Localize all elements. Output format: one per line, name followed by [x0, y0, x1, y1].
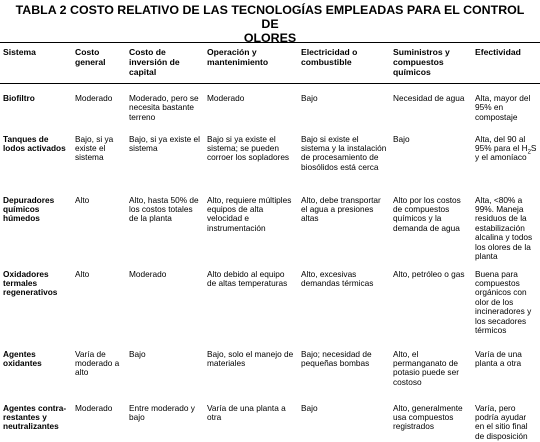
table-row	[0, 126, 540, 188]
cell-inversion: Entre moderado y bajo	[129, 402, 195, 422]
cost-comparison-table	[0, 42, 540, 442]
cell-sistema: Biofiltro	[3, 93, 35, 103]
cell-operacion: Bajo, solo el manejo de materiales	[207, 348, 294, 368]
table-row	[0, 341, 540, 396]
cell-operacion: Alto debido al equipo de altas temperaturas	[207, 268, 288, 288]
cell-electricidad: Bajo; necesidad de pequeñas bombas	[301, 348, 372, 368]
cell-sistema: Oxidadores termales regenerativos	[3, 268, 58, 298]
efectividad-text-end: S y el amoníaco	[475, 142, 537, 163]
cell-sistema: Agentes oxidantes	[3, 348, 42, 368]
cell-electricidad: Bajo	[301, 402, 318, 413]
cell-inversion: Moderado	[129, 268, 167, 279]
cell-electricidad: Alto, debe transportar el agua a presiones altas	[301, 194, 381, 224]
cell-suministros: Alto, el permanganato de potasio puede ser costoso	[393, 348, 459, 387]
cell-inversion: Moderado, pero se necesita bastante terreno	[129, 93, 199, 122]
header-operacion: Operación y mantenimiento	[204, 43, 298, 84]
header-sistema: Sistema	[0, 43, 72, 84]
table-title-line-1: TABLA 2 COSTO RELATIVO DE LAS TECNOLOGÍAS EMPLEADAS PARA EL CONTROL DE	[15, 3, 525, 31]
cell-operacion: Alto, requiere múltiples equipos de alta velocidad e instrumentación	[207, 194, 292, 233]
cell-inversion: Alto, hasta 50% de los costos totales de la planta	[129, 194, 199, 224]
cell-suministros: Necesidad de agua	[393, 93, 465, 103]
subscript-2: 2	[527, 149, 531, 156]
table-title-line-2: OLORES	[243, 31, 297, 45]
header-efectividad: Efectividad	[472, 43, 540, 84]
table-row	[0, 262, 540, 341]
cell-costo-general: Alto	[75, 268, 90, 279]
cell-costo-general: Moderado	[75, 93, 113, 103]
table-header-row	[0, 43, 540, 84]
cell-suministros: Alto, petróleo o gas	[393, 268, 465, 279]
cell-electricidad: Bajo si existe el sistema y la instalación de procesamiento de biosólidos está cerca	[301, 133, 387, 172]
cell-inversion: Bajo	[129, 348, 146, 359]
cell-sistema: Agentes contra-restantes y neutralizantes	[3, 402, 67, 432]
header-costo-inversion: Costo de inversión de capital	[126, 43, 204, 84]
cell-electricidad: Alto, excesivas demandas térmicas	[301, 268, 374, 288]
cell-operacion: Bajo si ya existe el sistema; se pueden corroer los sopladores	[207, 133, 290, 163]
cell-costo-general: Varía de moderado a alto	[75, 348, 120, 378]
table-row	[0, 84, 540, 126]
cell-suministros: Alto por los costos de compuestos químicos y la demanda de agua	[393, 194, 461, 233]
cell-inversion: Bajo, si ya existe el sistema	[129, 133, 201, 153]
cell-sistema: Tanques de lodos activados	[3, 133, 66, 153]
cell-efectividad	[472, 126, 540, 188]
cell-efectividad: Varía, pero podría ayudar en el sitio final de disposición	[475, 402, 528, 441]
cell-costo-general: Moderado	[75, 402, 113, 413]
table-row	[0, 396, 540, 442]
cell-efectividad: Alta, <80% a 99%. Maneja residuos de la estabilización alcalina y todos los olores de la planta	[475, 194, 533, 261]
cell-efectividad: Alta, mayor del 95% en compostaje	[475, 93, 531, 122]
cell-efectividad: Varía de una planta a otra	[475, 348, 522, 368]
cell-operacion: Varía de una planta a otra	[207, 402, 286, 422]
cell-suministros: Bajo	[393, 133, 410, 144]
table-title	[0, 0, 540, 45]
header-electricidad: Electricidad o combustible	[298, 43, 390, 84]
cell-costo-general: Alto	[75, 194, 90, 205]
table-row	[0, 188, 540, 262]
header-suministros: Suministros y compuestos químicos	[390, 43, 472, 84]
cell-electricidad: Bajo	[301, 93, 318, 103]
header-costo-general: Costo general	[72, 43, 126, 84]
cell-operacion: Moderado	[207, 93, 245, 103]
cell-costo-general: Bajo, si ya existe el sistema	[75, 133, 114, 163]
cell-efectividad: Buena para compuestos orgánicos con olor de los incineradores y los secadores térmicos	[475, 268, 532, 335]
cell-sistema: Depuradores químicos húmedos	[3, 194, 55, 224]
cell-suministros: Alto, generalmente usa compuestos registrados	[393, 402, 463, 432]
efectividad-text-start: Alta, del 90 al 95% para el H	[475, 133, 528, 153]
